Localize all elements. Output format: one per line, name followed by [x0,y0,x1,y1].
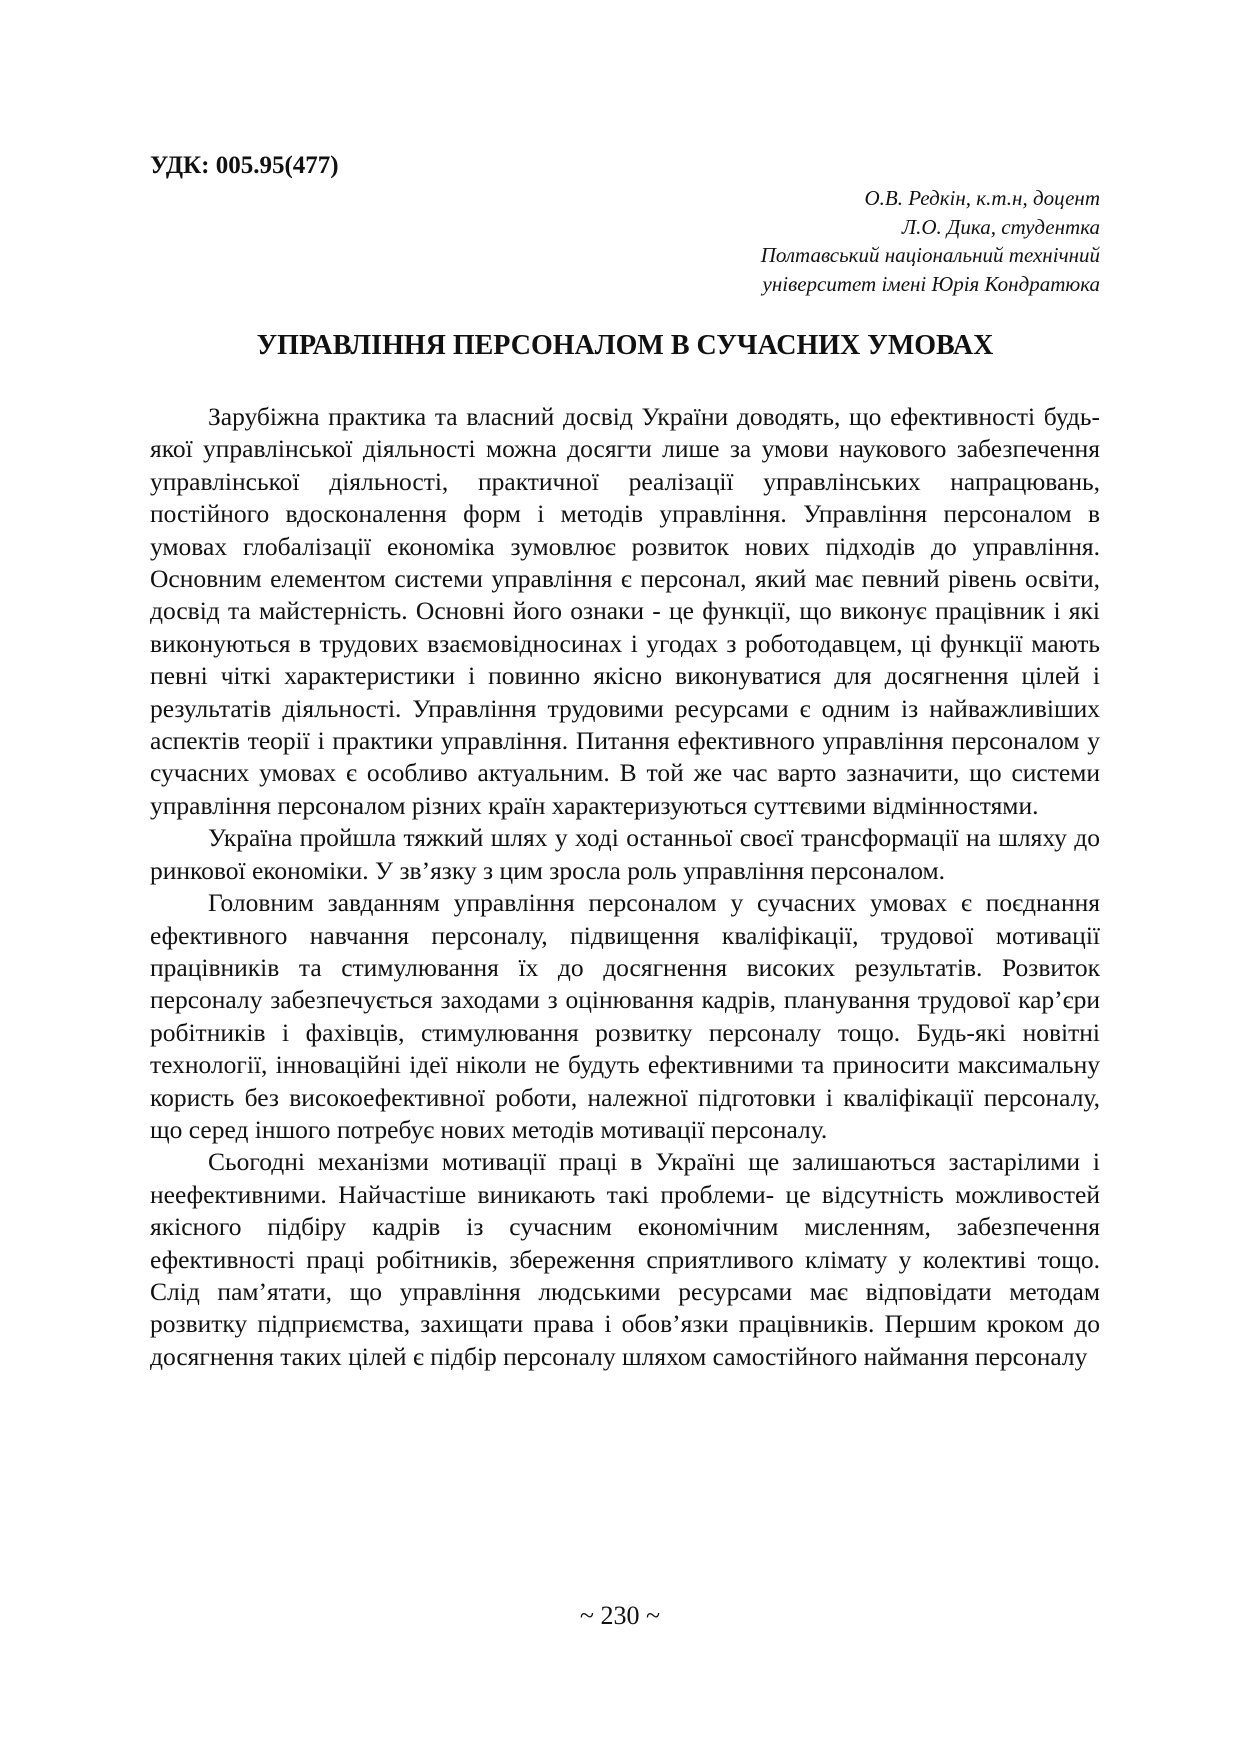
author-line: О.В. Редкін, к.т.н, доцент [864,186,1100,210]
author-block [600,184,1100,298]
affiliation-line: Полтавський національний технічний [760,243,1100,267]
udk-code: УДК: 005.95(477) [150,152,339,179]
author-line: Л.О. Дика, студентка [901,214,1100,239]
body-paragraph: Сьогодні механізми мотивації праці в Україні ще залишаються застарілими і неефективними. Найчастіше виникають такі проблеми- це відсутність можливостей якісного підбіру кадрів із сучасним економічним мисленням, забезпечення ефективності праці робітників, збереження сприятливого клімату у колективі тощо. Слід пам’ятати, що управління людськими ресурсами має відповідати методам розвитку підприємства, захищати права і обов’язки працівників. Першим кроком до досягнення таких цілей є підбір персоналу шляхом самостійного наймання персоналу [150,1147,1100,1371]
body-paragraph: Україна пройшла тяжкий шлях у ході останньої своєї трансформації на шляху до ринкової економіки. У зв’язку з цим зросла роль управління персоналом. [150,823,1100,885]
body-paragraph: Головним завданням управління персоналом у сучасних умовах є поєднання ефективного навчання персоналу, підвищення кваліфікації, трудової мотивації працівників та стимулювання їх до досягнення високих результатів. Розвиток персоналу забезпечується заходами з оцінювання кадрів, планування трудової кар’єри робітників і фахівців, стимулювання розвитку персоналу тощо. Будь-які новітні технології, інноваційні ідеї ніколи не будуть ефективними та приносити максимальну користь без високоефективної роботи, належної підготовки і кваліфікації персоналу, що серед іншого потребує нових методів мотивації персоналу. [150,888,1100,1144]
page-number: ~ 230 ~ [579,1601,661,1630]
body-paragraph: Зарубіжна практика та власний досвід України доводять, що ефективності будь-якої управлінської діяльності можна досягти лише за умови наукового забезпечення управлінської діяльності, практичної реалізації управлінських напрацювань, постійного вдосконалення форм і методів управління. Управління персоналом в умовах глобалізації економіка зумовлює розвиток нових підходів до управління. Основним елементом системи управління є персонал, який має певний рівень освіти, досвід та майстерність. Основні його ознаки - це функції, що виконує працівник і які виконуються в трудових взаємовідносинах і угодах з роботодавцем, ці функції мають певні чіткі характеристики і повинно якісно виконуватися для досягнення цілей і результатів діяльності. Управління трудовими ресурсами є одним із найважливіших аспектів теорії і практики управління. Питання ефективного управління персоналом у сучасних умовах є особливо актуальним. В той же час варто зазначити, що системи управління персоналом різних країн характеризуються суттєвими відмінностями. [150,402,1100,820]
affiliation-line: університет імені Юрія Кондратюка [762,271,1100,296]
article-title: УПРАВЛІННЯ ПЕРСОНАЛОМ В СУЧАСНИХ УМОВАХ [256,330,994,361]
article-body [150,401,1100,1373]
